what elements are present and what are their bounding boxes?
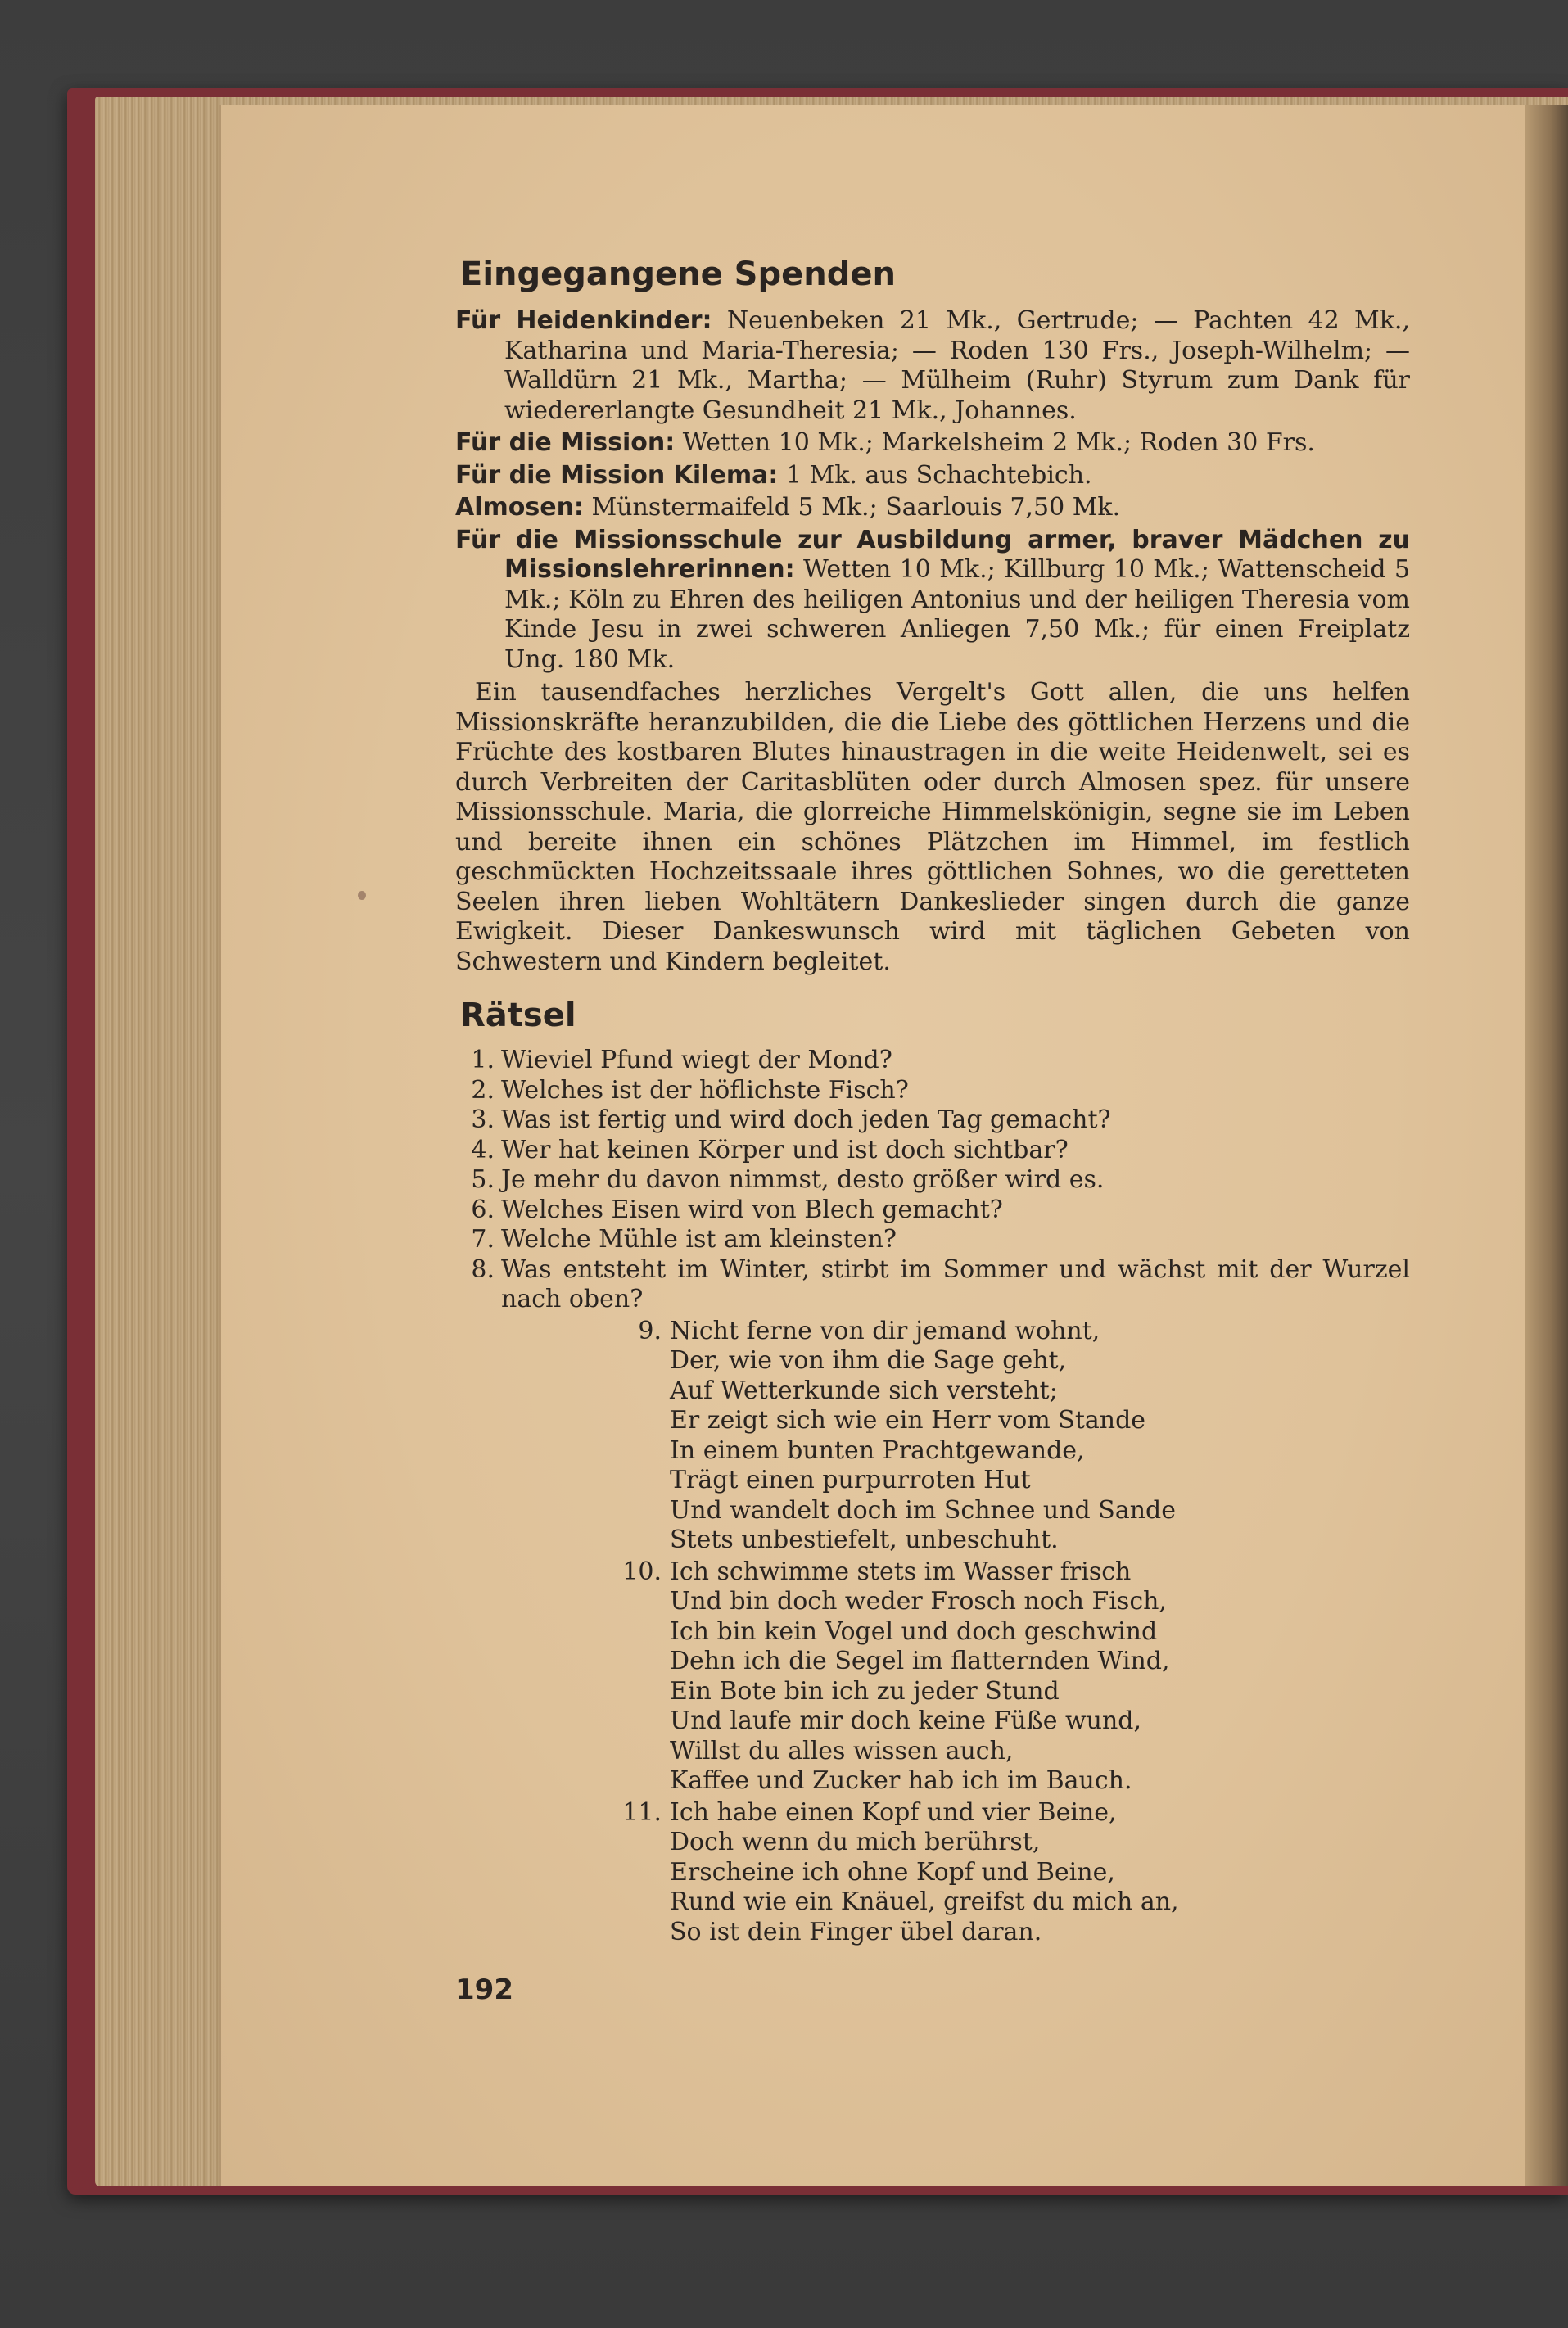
- entry-text: Münstermaifeld 5 Mk.; Saarlouis 7,50 Mk.: [591, 493, 1121, 522]
- poem-lines: [670, 1317, 1176, 1556]
- entry-text: Neuenbeken 21 Mk., Gertrude; — Pachten 42 Mk., Katharina und Maria-Theresia; — Roden 130 Frs., Joseph-Wilhelm; — Walldürn 21 Mk., Martha; — Mülheim (Ruhr) Styrum zum Dank für wiedererlangte Gesundheit 21 Mk., Johannes.: [504, 306, 1410, 425]
- poem-lines: [670, 1557, 1170, 1797]
- poem-line: Nicht ferne von dir jemand wohnt,: [670, 1316, 1100, 1345]
- riddle-number: 11.: [622, 1797, 662, 1827]
- riddle-text: Welches ist der höflichste Fisch?: [501, 1075, 909, 1105]
- poem-line: Er zeigt sich wie ein Herr vom Stande: [670, 1406, 1146, 1435]
- entry-label: Für die Missionsschule zur Ausbildung armer, braver Mädchen zu Missionslehrerinnen:: [455, 525, 1410, 584]
- entry-label: Für die Mission Kilema:: [455, 460, 779, 490]
- riddle-poem: [603, 1557, 1410, 1797]
- poem-line: Stets unbestiefelt, unbeschuht.: [670, 1526, 1059, 1554]
- riddle-number: 2.: [471, 1075, 495, 1105]
- entry-text: Wetten 10 Mk.; Markelsheim 2 Mk.; Roden 30 Frs.: [682, 428, 1315, 457]
- riddle-number: 4.: [471, 1135, 495, 1164]
- donation-entry: [455, 493, 1410, 523]
- riddle-text: Wieviel Pfund wiegt der Mond?: [501, 1046, 892, 1074]
- poem-line: Kaffee und Zucker hab ich im Bauch.: [670, 1766, 1132, 1795]
- poem-line: Der, wie von ihm die Sage geht,: [670, 1346, 1067, 1375]
- entry-label: Für die Mission:: [455, 428, 676, 457]
- poem-line: Rund wie ein Knäuel, greifst du mich an,: [670, 1887, 1179, 1916]
- donation-list: [455, 306, 1410, 675]
- riddle-text: Welches Eisen wird von Blech gemacht?: [501, 1195, 1003, 1224]
- riddle-item: [455, 1046, 1410, 1076]
- poem-line: Trägt einen purpurroten Hut: [670, 1466, 1031, 1494]
- riddle-item: [455, 1105, 1410, 1136]
- heading-riddles: Rätsel: [460, 997, 576, 1034]
- poem-line: Willst du alles wissen auch,: [670, 1736, 1014, 1765]
- riddle-number: 6.: [471, 1195, 495, 1224]
- riddle-item: [455, 1165, 1410, 1196]
- paper-spot: [358, 891, 366, 900]
- donation-entry: [455, 461, 1410, 491]
- riddle-number: 9.: [638, 1316, 662, 1345]
- riddle-text: Was entsteht im Winter, stirbt im Sommer und wächst mit der Wurzel nach oben?: [501, 1254, 1410, 1313]
- riddle-item: [455, 1196, 1410, 1226]
- riddle-item: [455, 1255, 1410, 1315]
- page-content: [455, 254, 1410, 1947]
- poem-line: Auf Wetterkunde sich versteht;: [670, 1376, 1058, 1405]
- poem-line: Ich schwimme stets im Wasser frisch: [670, 1557, 1132, 1586]
- entry-label: Almosen:: [455, 493, 584, 522]
- riddle-number: 1.: [471, 1046, 495, 1074]
- riddle-item: [455, 1076, 1410, 1106]
- poem-line: Doch wenn du mich berührst,: [670, 1828, 1041, 1856]
- donation-entry: [455, 428, 1410, 459]
- riddle-number: 10.: [622, 1557, 662, 1586]
- heading-donations: Eingegangene Spenden: [460, 255, 896, 293]
- donation-entry: [455, 306, 1410, 426]
- riddle-number: 5.: [471, 1165, 495, 1194]
- poem-line: Und bin doch weder Frosch noch Fisch,: [670, 1587, 1167, 1616]
- poem-line: Ich bin kein Vogel und doch geschwind: [670, 1616, 1158, 1646]
- poem-line: Ein Bote bin ich zu jeder Stund: [670, 1676, 1060, 1706]
- riddle-poem: [603, 1798, 1410, 1948]
- poem-line: Dehn ich die Segel im flatternden Wind,: [670, 1647, 1170, 1675]
- poem-line: In einem bunten Prachtgewande,: [670, 1435, 1085, 1465]
- page-number: 192: [455, 1973, 513, 2006]
- riddle-text: Was ist fertig und wird doch jeden Tag gemacht?: [501, 1105, 1111, 1134]
- riddle-poem: [603, 1317, 1410, 1556]
- riddle-number: 3.: [471, 1105, 495, 1134]
- poem-line: Erscheine ich ohne Kopf und Beine,: [670, 1857, 1115, 1887]
- riddle-list: [455, 1046, 1410, 1315]
- page-gutter: [1525, 105, 1568, 2186]
- riddle-text: Wer hat keinen Körper und ist doch sichtbar?: [501, 1135, 1069, 1164]
- riddle-number: 8.: [471, 1254, 495, 1284]
- poem-lines: [670, 1798, 1179, 1948]
- poem-line: Und laufe mir doch keine Füße wund,: [670, 1706, 1142, 1735]
- riddle-text: Welche Mühle ist am kleinsten?: [501, 1225, 897, 1254]
- entry-text: Wetten 10 Mk.; Killburg 10 Mk.; Wattenscheid 5 Mk.; Köln zu Ehren des heiligen Antonius und der heiligen Theresia vom Kinde Jesu in zwei schweren Anliegen 7,50 Mk.; für einen Freiplatz Ung. 180 Mk.: [504, 555, 1410, 674]
- donation-entry: [455, 526, 1410, 676]
- poem-line: Und wandelt doch im Schnee und Sande: [670, 1495, 1177, 1525]
- riddle-number: 7.: [471, 1225, 495, 1254]
- entry-label: Für Heidenkinder:: [455, 306, 712, 335]
- poem-line: So ist dein Finger übel daran.: [670, 1917, 1042, 1946]
- riddle-item: [455, 1136, 1410, 1166]
- riddle-item: [455, 1225, 1410, 1255]
- riddle-text: Je mehr du davon nimmst, desto größer wird es.: [501, 1165, 1105, 1194]
- poem-line: Ich habe einen Kopf und vier Beine,: [670, 1797, 1117, 1827]
- entry-text: 1 Mk. aus Schachtebich.: [785, 460, 1092, 490]
- thanks-paragraph: Ein tausendfaches herzliches Vergelt's Gott allen, die uns helfen Missionskräfte heranzubilden, die die Liebe des göttlichen Herzens und die Früchte des kostbaren Blutes hinaustragen in die weite Heidenwelt, sei es durch Verbreiten der Caritasblüten oder durch Almosen spez. für unsere Missionsschule. Maria, die glorreiche Himmelskönigin, segne sie im Leben und bereite ihnen ein schönes Plätzchen im Himmel, im festlich geschmückten Hochzeitssaale ihres göttlichen Sohnes, wo die geretteten Seelen ihren lieben Wohltätern Dankeslieder singen durch die ganze Ewigkeit. Dieser Dankeswunsch wird mit täglichen Gebeten von Schwestern und Kindern begleitet.: [455, 678, 1410, 976]
